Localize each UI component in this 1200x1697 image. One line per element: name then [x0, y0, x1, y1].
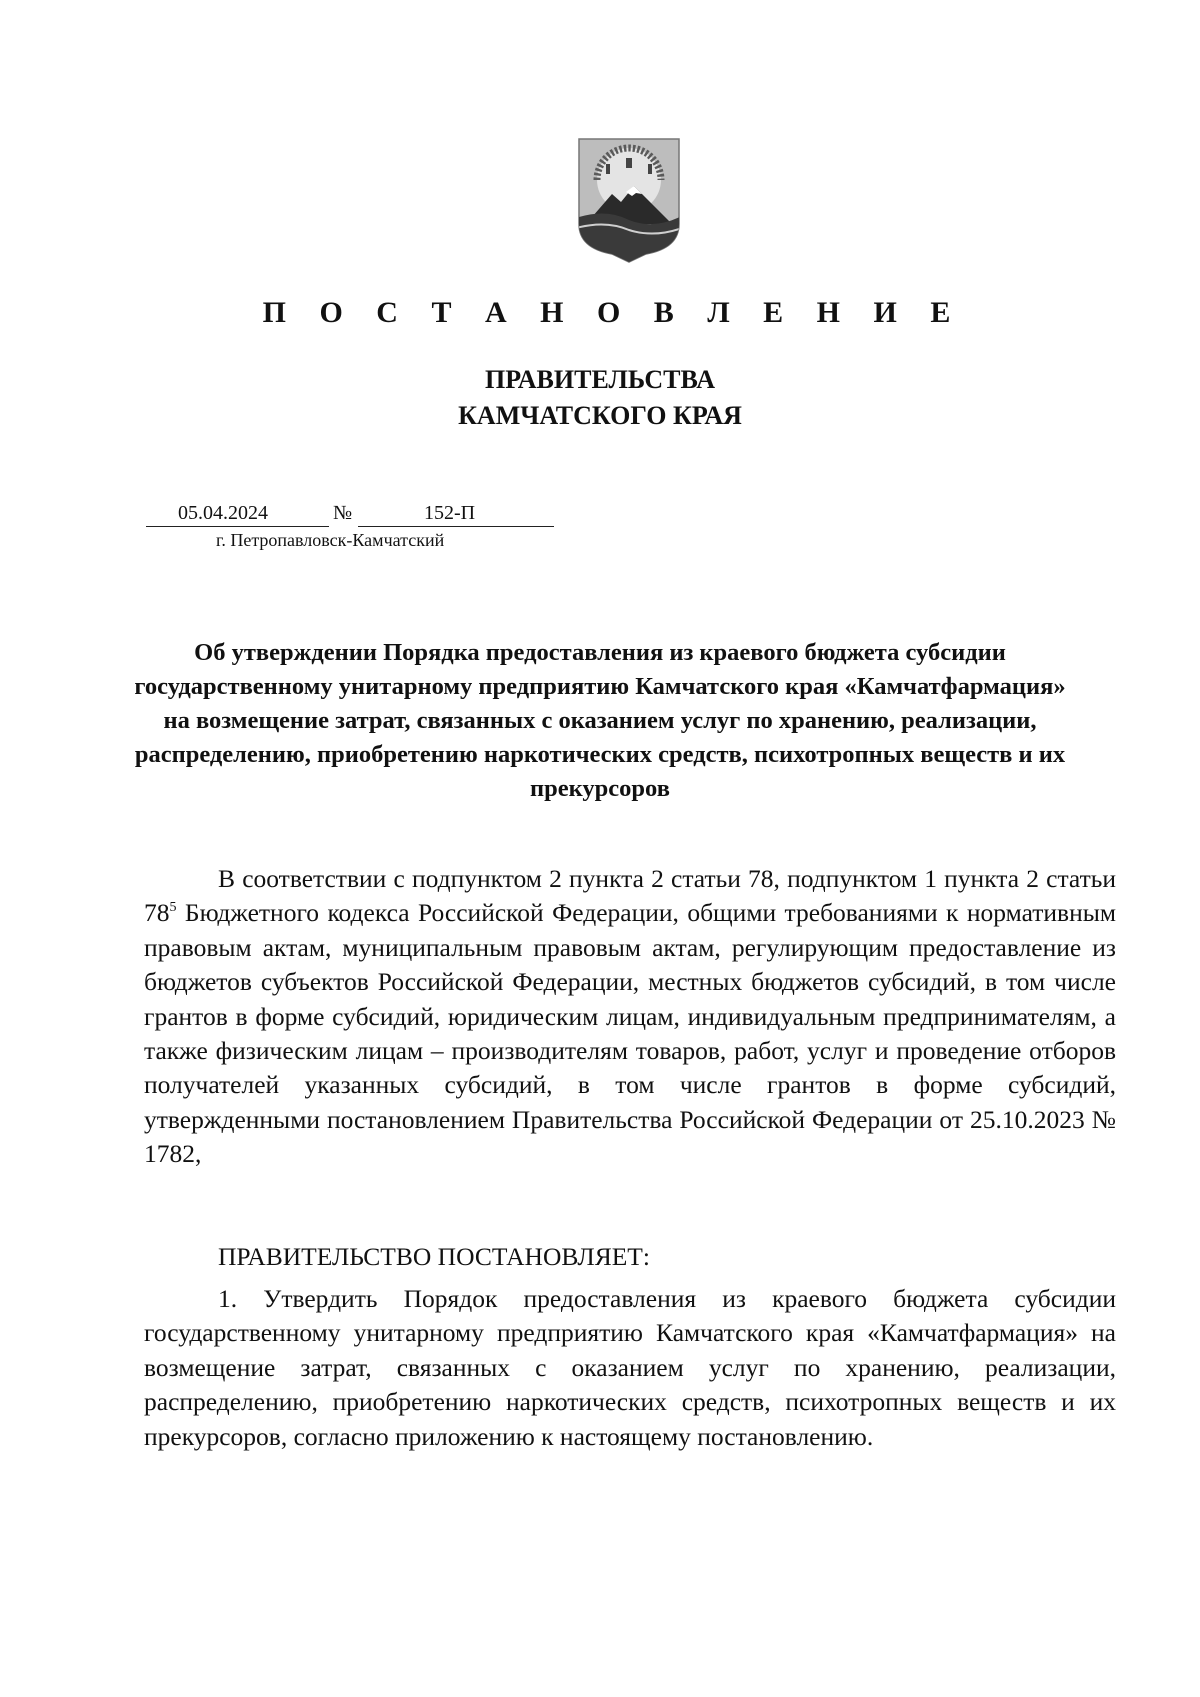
registration-date: 05.04.2024 — [178, 502, 268, 524]
city-of-issue: г. Петропавловск-Камчатский — [216, 530, 445, 550]
document-subject-heading: Об утверждении Порядка предоставления из краевого бюджета субсидии государственному унитарному предприятию Камчатского края «Камчатфармация» на возмещение затрат, связанных с оказанием услуг по хранению, реализации, распределению, приобретению наркотических средств, психотропных веществ и их прекурсоров — [134, 639, 1066, 802]
kamchatka-coat-of-arms-icon — [576, 136, 682, 264]
authority-line-2: КАМЧАТСКОГО КРАЯ — [458, 401, 742, 430]
issuing-authority — [0, 362, 1200, 434]
number-sign: № — [333, 502, 353, 524]
article-superscript: 5 — [169, 900, 177, 916]
preamble-text-end: Бюджетного кодекса Российской Федерации, общими требованиями к нормативным правовым актам, муниципальным правовым актам, регулирующим предоставление из бюджетов субъектов Российской Федерации, местных бюджетов субсидий, в том числе грантов в форме субсидий, юридическим лицам, индивидуальным предпринимателям, а также физическим лицам – производителям товаров, работ, услуг и проведение отборов получателей указанных субсидий, в том числе грантов в форме субсидий, утвержденными постановлением Правительства Российской Федерации от 25.10.2023 № 1782, — [144, 898, 1116, 1169]
registration-number-field — [358, 500, 554, 527]
resolves-line: ПРАВИТЕЛЬСТВО ПОСТАНОВЛЯЕТ: — [218, 1242, 650, 1271]
preamble-paragraph — [144, 862, 1116, 1172]
registration-number: 152-П — [424, 502, 476, 524]
authority-line-1: ПРАВИТЕЛЬСТВА — [485, 365, 715, 394]
document-type-title: П О С Т А Н О В Л Е Н И Е — [262, 296, 964, 329]
clause-1-paragraph: 1. Утвердить Порядок предоставления из краевого бюджета субсидии государственному унитарному предприятию Камчатского края «Камчатфармация» на возмещение затрат, связанных с оказанием услуг по хранению, реализации, распределению, приобретению наркотических средств, психотропных веществ и их прекурсоров, согласно приложению к настоящему постановлению. — [144, 1284, 1116, 1451]
registration-date-field — [146, 500, 329, 527]
preamble-text-start: В соответствии с подпунктом 2 пункта 2 статьи 78, подпунктом 1 пункта 2 статьи 78 — [144, 864, 1116, 928]
